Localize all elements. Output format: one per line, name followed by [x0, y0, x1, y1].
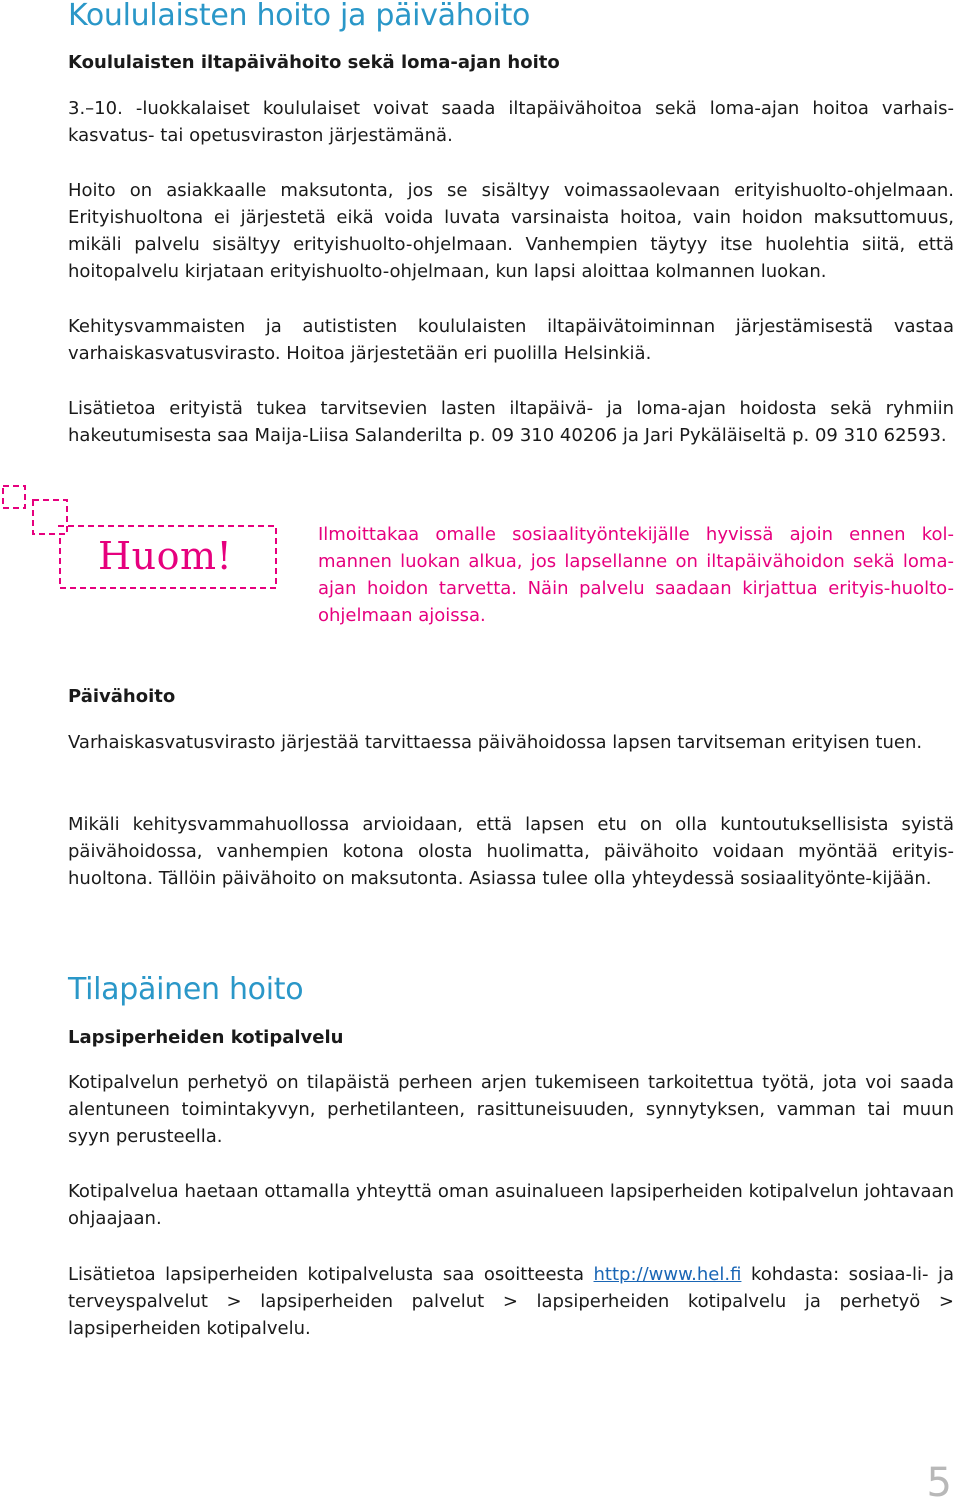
note-label: Huom!: [98, 534, 233, 578]
section-subtitle: Lapsiperheiden kotipalvelu: [68, 1027, 344, 1048]
note-text: Ilmoittakaa omalle sosiaalityöntekijälle hyvissä ajoin ennen kol-mannen luokan alkua, jos lapsellanne on iltapäivähoidon sekä loma-ajan hoidon tarvetta. Näin palvelu saadaan kirjattua erityis-huolto-ohjelmaan ajoissa.: [318, 524, 954, 626]
paragraph: 3.–10. -luokkalaiset koululaiset voivat saada iltapäivähoitoa sekä loma-ajan hoitoa varhais-kasvatus- tai opetusviraston järjestämänä.: [68, 98, 954, 146]
paragraph: Lisätietoa erityistä tukea tarvitsevien lasten iltapäivä- ja loma-ajan hoidosta sekä ryhmiin hakeutumisesta saa Maija-Liisa Salanderilta p. 09 310 40206 ja Jari Pykäläiseltä p. 09 310 62593.: [68, 398, 954, 446]
paragraph: Mikäli kehitysvammahuollossa arvioidaan, että lapsen etu on olla kuntoutuksellisista syistä päivähoidossa, vanhempien kotona olosta huolimatta, päivähoito voidaan myöntää erityis-huoltona. Tällöin päivähoito on maksutonta. Asiassa tulee olla yhteydessä sosiaalityönte-kijään.: [68, 814, 954, 889]
paragraph-text: kohdasta: sosiaa-li- ja terveyspalvelut > lapsiperheiden palvelut > lapsiperheiden kotipalvelu ja perhetyö > lapsiperheiden kotipalvelu.: [68, 1264, 955, 1339]
section-subtitle: Koululaisten iltapäivähoito sekä loma-ajan hoito: [68, 52, 560, 73]
paragraph: Varhaiskasvatusvirasto järjestää tarvittaessa päivähoidossa lapsen tarvitseman erityisen tuen.: [68, 732, 923, 753]
section-title: Tilapäinen hoito: [68, 972, 304, 1007]
paragraph: Kehitysvammaisten ja autististen koululaisten iltapäivätoiminnan järjestämisestä vastaa varhaiskasvatusvirasto. Hoitoa järjestetään eri puolilla Helsinkiä.: [68, 316, 954, 364]
section-heading: Päivähoito: [68, 686, 176, 707]
paragraph: Kotipalvelua haetaan ottamalla yhteyttä oman asuinalueen lapsiperheiden kotipalvelun johtavaan ohjaajaan.: [68, 1181, 954, 1229]
hel-fi-link[interactable]: http://www.hel.fi: [593, 1264, 742, 1285]
paragraph: [68, 1261, 954, 1342]
paragraph: Hoito on asiakkaalle maksutonta, jos se sisältyy voimassaolevaan erityishuolto-ohjelmaan. Erityishuoltona ei järjestetä eikä voida luvata varsinaista hoitoa, vain hoidon maksuttomuus, mikäli palvelu sisältyy erityishuolto-ohjelmaan. Vanhempien täytyy itse huolehtia siitä, että hoitopalvelu kirjataan erityishuolto-ohjelmaan, kun lapsi aloittaa kolmannen luokan.: [68, 180, 954, 282]
page-number: 5: [926, 1460, 952, 1506]
paragraph-text: Lisätietoa lapsiperheiden kotipalvelusta saa osoitteesta: [68, 1264, 594, 1285]
section-title: Koululaisten hoito ja päivähoito: [68, 0, 531, 33]
paragraph: Kotipalvelun perhetyö on tilapäistä perheen arjen tukemiseen tarkoitettua työtä, jota voi saada alentuneen toimintakyvyn, perhetilanteen, rasittuneisuuden, synnytyksen, vamman tai muun syyn perusteella.: [68, 1072, 954, 1147]
